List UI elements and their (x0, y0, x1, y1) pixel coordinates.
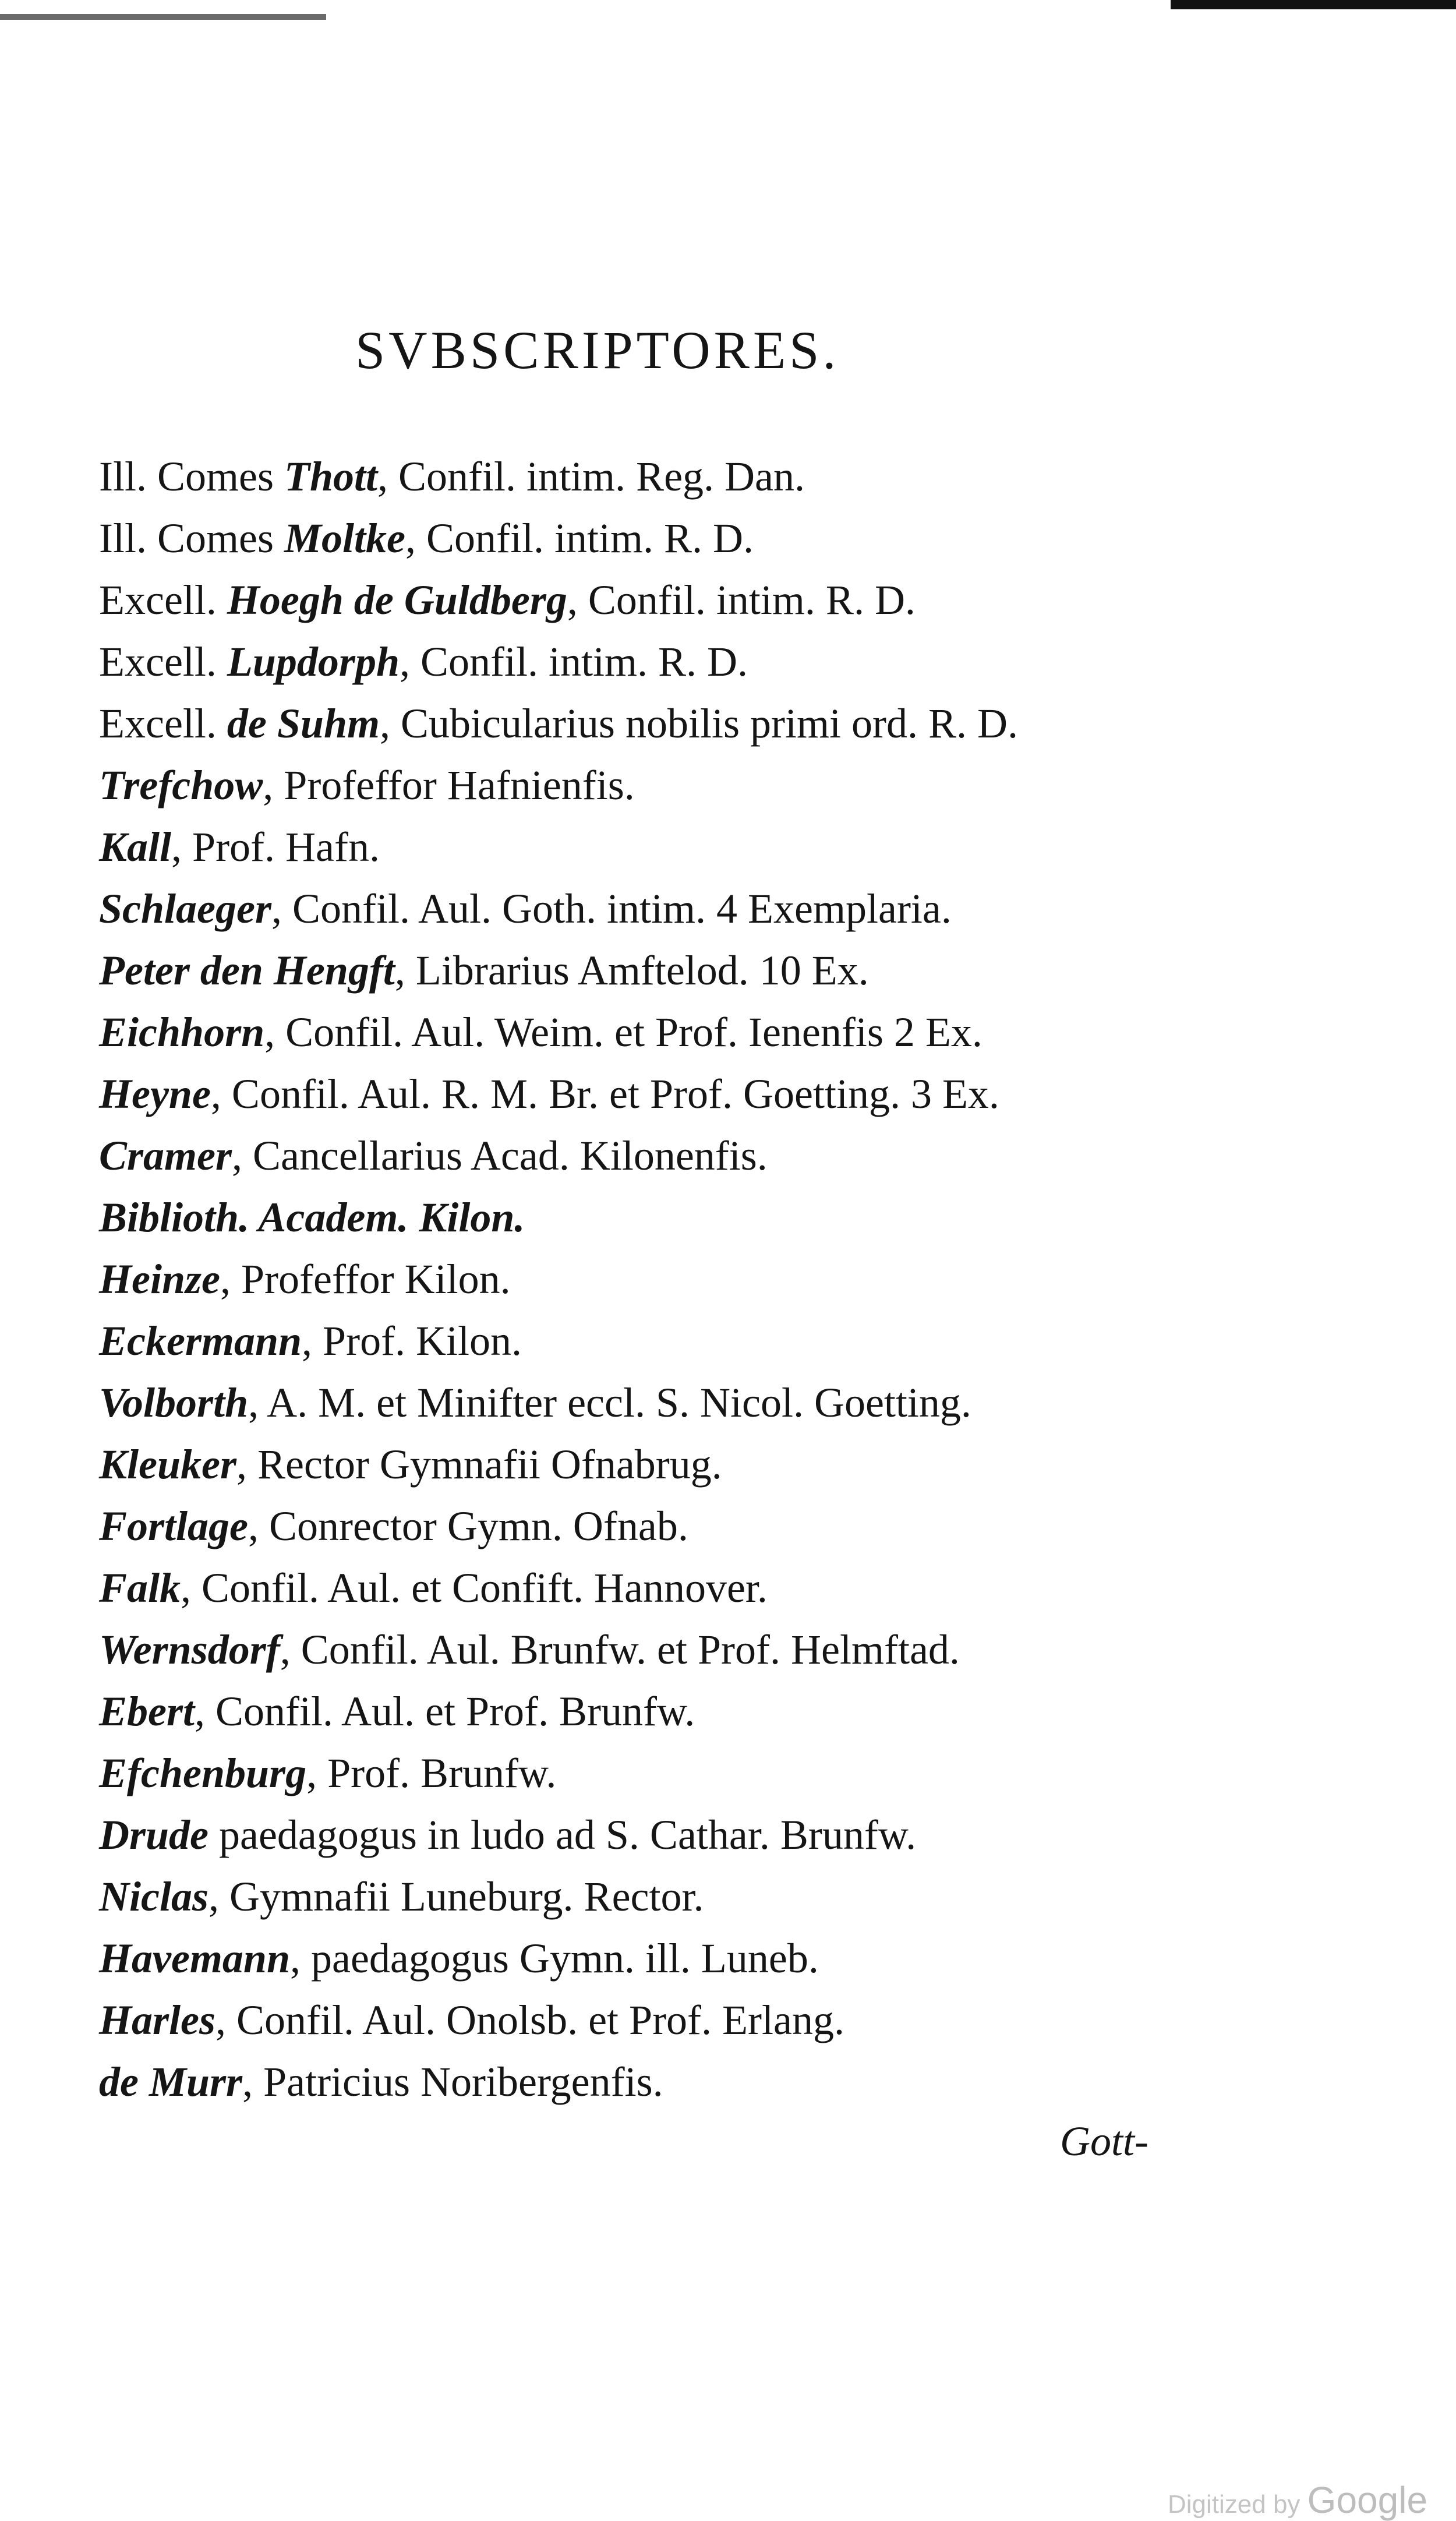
subscriber-name: Volborth (99, 1379, 249, 1426)
entry-prefix: Excell. (99, 638, 227, 685)
subscriber-name: Ebert (99, 1688, 195, 1735)
subscriber-name: Drude (99, 1812, 209, 1858)
subscriber-name: Efchenburg (99, 1750, 307, 1796)
subscriber-entry (99, 1927, 1322, 1989)
subscriber-entry (99, 754, 1322, 816)
subscriber-name: Cramer (99, 1132, 232, 1179)
entry-description: , Prof. Hafn. (171, 824, 380, 870)
entry-description: , Cubicularius nobilis primi ord. R. D. (380, 700, 1018, 747)
subscriber-name: Harles (99, 1997, 216, 2043)
top-scan-edge-left (0, 14, 326, 20)
subscriber-entry (99, 1310, 1322, 1372)
entry-prefix: Ill. Comes (99, 515, 284, 562)
top-scan-edge-right (1171, 0, 1456, 9)
subscriber-entry (99, 1063, 1322, 1125)
subscriber-name: Schlaeger (99, 885, 271, 932)
entry-description: , Prof. Brunfw. (306, 1750, 557, 1796)
subscriber-name: Hoegh de Guldberg (227, 577, 567, 623)
subscriber-entry (99, 631, 1322, 693)
watermark-brand: Google (1307, 2479, 1428, 2521)
subscriber-entry (99, 1495, 1322, 1557)
subscriber-entry (99, 1125, 1322, 1187)
entry-description: , paedagogus Gymn. ill. Luneb. (290, 1935, 819, 1982)
subscriber-name: Heinze (99, 1256, 220, 1302)
subscriber-name: Havemann (99, 1935, 291, 1982)
subscriber-name: Peter den Hengft (99, 947, 395, 994)
entry-prefix: Ill. Comes (99, 453, 284, 500)
subscriber-name: Fortlage (99, 1503, 249, 1549)
subscriber-name: Biblioth. Academ. Kilon. (99, 1194, 525, 1241)
subscriber-name: Kleuker (99, 1441, 237, 1488)
entry-description: , Cancellarius Acad. Kilonenfis. (232, 1132, 768, 1179)
subscriber-entry (99, 1001, 1322, 1063)
subscriber-entry (99, 1866, 1322, 1927)
entry-description: , Profeffor Kilon. (220, 1256, 511, 1302)
entry-description: , Confil. Aul. R. M. Br. et Prof. Goetting. 3 Ex. (210, 1071, 999, 1117)
subscriber-name: Kall (99, 824, 172, 870)
entry-description: , Rector Gymnafii Ofnabrug. (236, 1441, 722, 1488)
subscriber-entry (99, 878, 1322, 940)
entry-description: , Confil. Aul. Brunfw. et Prof. Helmftad. (280, 1626, 960, 1673)
entry-description: , Prof. Kilon. (302, 1318, 522, 1364)
subscriber-name: Niclas (99, 1873, 208, 1920)
entry-description: , Confil. Aul. et Confift. Hannover. (181, 1565, 768, 1611)
subscriber-entry (99, 1557, 1322, 1619)
entry-description: , Conrector Gymn. Ofnab. (248, 1503, 688, 1549)
subscriber-entry (99, 1989, 1322, 2051)
watermark-prefix: Digitized by (1168, 2490, 1307, 2519)
subscriber-name: Trefchow (99, 762, 263, 808)
entry-description: , Confil. intim. R. D. (400, 638, 748, 685)
entry-description: , Confil. intim. R. D. (405, 515, 754, 562)
subscriber-entry (99, 507, 1322, 569)
subscriber-entry (99, 1187, 1322, 1248)
subscriber-entry (99, 816, 1322, 878)
digitized-watermark (1168, 2481, 1427, 2519)
entry-description: , Gymnafii Luneburg. Rector. (208, 1873, 704, 1920)
subscriber-name: Moltke (284, 515, 405, 562)
entry-description: , Confil. intim. Reg. Dan. (377, 453, 805, 500)
subscriber-entry (99, 1680, 1322, 1742)
entry-description: , Profeffor Hafnienfis. (263, 762, 635, 808)
entry-prefix: Excell. (99, 577, 227, 623)
subscriber-name: Lupdorph (227, 638, 400, 685)
subscriber-entry (99, 1742, 1322, 1804)
subscriber-entry (99, 1433, 1322, 1495)
subscriber-list (99, 446, 1322, 2113)
entry-description: paedagogus in ludo ad S. Cathar. Brunfw. (208, 1812, 917, 1858)
subscriber-entry (99, 569, 1322, 631)
entry-description: , Confil. intim. R. D. (567, 577, 916, 623)
catchword: Gott- (1060, 2118, 1148, 2165)
entry-description: , Patricius Noribergenfis. (242, 2059, 663, 2105)
subscriber-entry (99, 1804, 1322, 1866)
subscriber-name: Eckermann (99, 1318, 302, 1364)
subscriber-entry (99, 1248, 1322, 1310)
page-heading: SVBSCRIPTORES. (355, 320, 840, 380)
subscriber-name: de Murr (99, 2059, 243, 2105)
subscriber-name: Thott (284, 453, 378, 500)
subscriber-entry (99, 940, 1322, 1001)
subscriber-entry (99, 1619, 1322, 1680)
entry-prefix: Excell. (99, 700, 227, 747)
entry-description: , Confil. Aul. Onolsb. et Prof. Erlang. (215, 1997, 844, 2043)
subscriber-name: de Suhm (227, 700, 380, 747)
entry-description: , Librarius Amftelod. 10 Ex. (394, 947, 869, 994)
subscriber-entry (99, 2051, 1322, 2113)
subscriber-entry (99, 1372, 1322, 1433)
entry-description: , Confil. Aul. Weim. et Prof. Ienenfis 2 Ex. (264, 1009, 983, 1055)
entry-description: , Confil. Aul. Goth. intim. 4 Exemplaria. (271, 885, 952, 932)
entry-description: , A. M. et Minifter eccl. S. Nicol. Goetting. (248, 1379, 971, 1426)
subscriber-entry (99, 446, 1322, 507)
subscriber-name: Falk (99, 1565, 181, 1611)
subscriber-name: Wernsdorf (99, 1626, 280, 1673)
subscriber-entry (99, 693, 1322, 754)
subscriber-name: Eichhorn (99, 1009, 265, 1055)
entry-description: , Confil. Aul. et Prof. Brunfw. (195, 1688, 695, 1735)
subscriber-name: Heyne (99, 1071, 211, 1117)
